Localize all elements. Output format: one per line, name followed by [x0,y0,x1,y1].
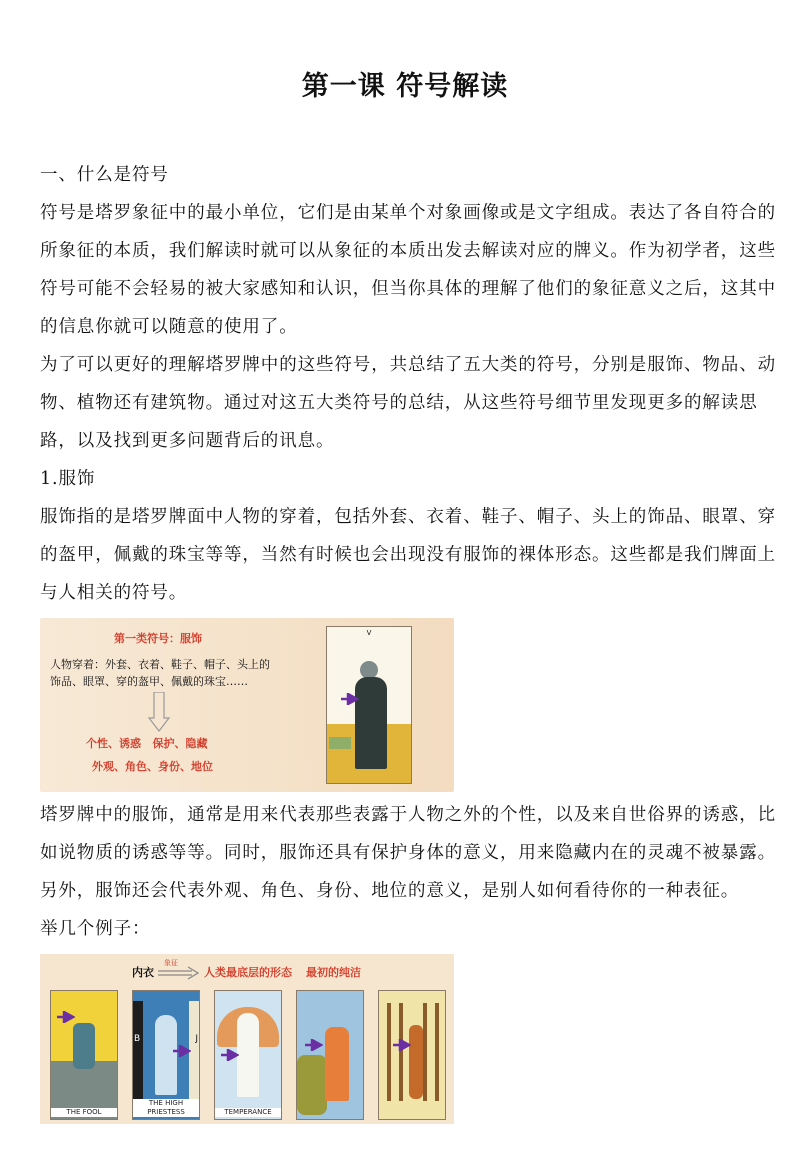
figure2-label: 人类最底层的形态 [204,966,292,979]
arrow-right-icon [221,1049,239,1061]
arrow-right-icon [393,1039,411,1051]
card-name: TEMPERANCE [215,1108,281,1117]
arrow-right-icon [341,693,359,705]
paragraph-categories: 为了可以更好的理解塔罗牌中的这些符号，共总结了五大类的符号，分别是服饰、物品、动物、植物还有建筑物。通过对这五大类符号的总结，从这些符号细节里发现更多的解读思路，以及找到更多问题背后的讯息。 [40,355,776,451]
paragraph-clothing-meaning: 塔罗牌中的服饰，通常是用来代表那些表露于人物之外的个性，以及来自世俗界的诱惑，比如说物质的诱惑等等。同时，服饰还具有保护身体的意义，用来隐藏内在的灵魂不被暴露。另外，服饰还会代表外观、角色、身份、地位的意义，是别人如何看待你的一种表征。 [40,805,776,901]
card-name: THE HIGH PRIESTESS [133,1099,199,1117]
tarot-card-high-priestess [132,990,200,1120]
figure2-label: 最初的纯洁 [306,966,361,979]
figure-line: 人物穿着：外套、衣着、鞋子、帽子、头上的 [50,658,270,671]
figure2-label: 内衣 [132,966,154,979]
tarot-card-fool [50,990,118,1120]
tarot-card-temperance [214,990,282,1120]
document-body [40,156,780,1124]
subsection-heading-clothing: 1.服饰 [40,469,96,489]
page-title: 第一课 符号解读 [301,71,509,102]
card-numeral: V [366,629,372,637]
arrow-right-icon [57,1011,75,1023]
tarot-card-pentacles [296,990,364,1120]
down-arrow-icon [148,692,170,732]
card-name: THE FOOL [51,1108,117,1117]
figure2-arrow-label: 象征 [164,959,178,967]
tarot-card-hierophant [326,626,412,784]
paragraph-intro: 符号是塔罗象征中的最小单位，它们是由某单个对象画像或是文字组成。表达了各自符合的所象征的本质，我们解读时就可以从象征的本质出发去解读对应的牌义。作为初学者，这些符号可能不会轻易的被大家感知和认识，但当你具体的理解了他们的象征意义之后，这其中的信息你就可以随意的使用了。 [40,203,776,337]
figure-heading: 第一类符号：服饰 [114,632,202,645]
pillar-label: B [134,1034,141,1044]
arrow-right-icon [305,1039,323,1051]
tarot-card-wands [378,990,446,1120]
arrow-right-icon [173,1045,191,1057]
clothing-summary-figure [40,618,454,792]
figure-result: 外观、角色、身份、地位 [92,760,213,773]
pillar-label: J [195,1034,198,1044]
underwear-examples-figure [40,954,454,1124]
figure-result: 个性、诱惑 保护、隐藏 [86,737,208,750]
paragraph-clothing: 服饰指的是塔罗牌面中人物的穿着，包括外套、衣着、鞋子、帽子、头上的饰品、眼罩、穿的盔甲，佩戴的珠宝等等，当然有时候也会出现没有服饰的裸体形态。这些都是我们牌面上与人相关的符号。 [40,507,776,603]
figure-line: 饰品、眼罩、穿的盔甲、佩戴的珠宝…… [50,675,248,688]
paragraph-examples-intro: 举几个例子： [40,919,151,939]
section-heading: 一、什么是符号 [40,165,169,185]
